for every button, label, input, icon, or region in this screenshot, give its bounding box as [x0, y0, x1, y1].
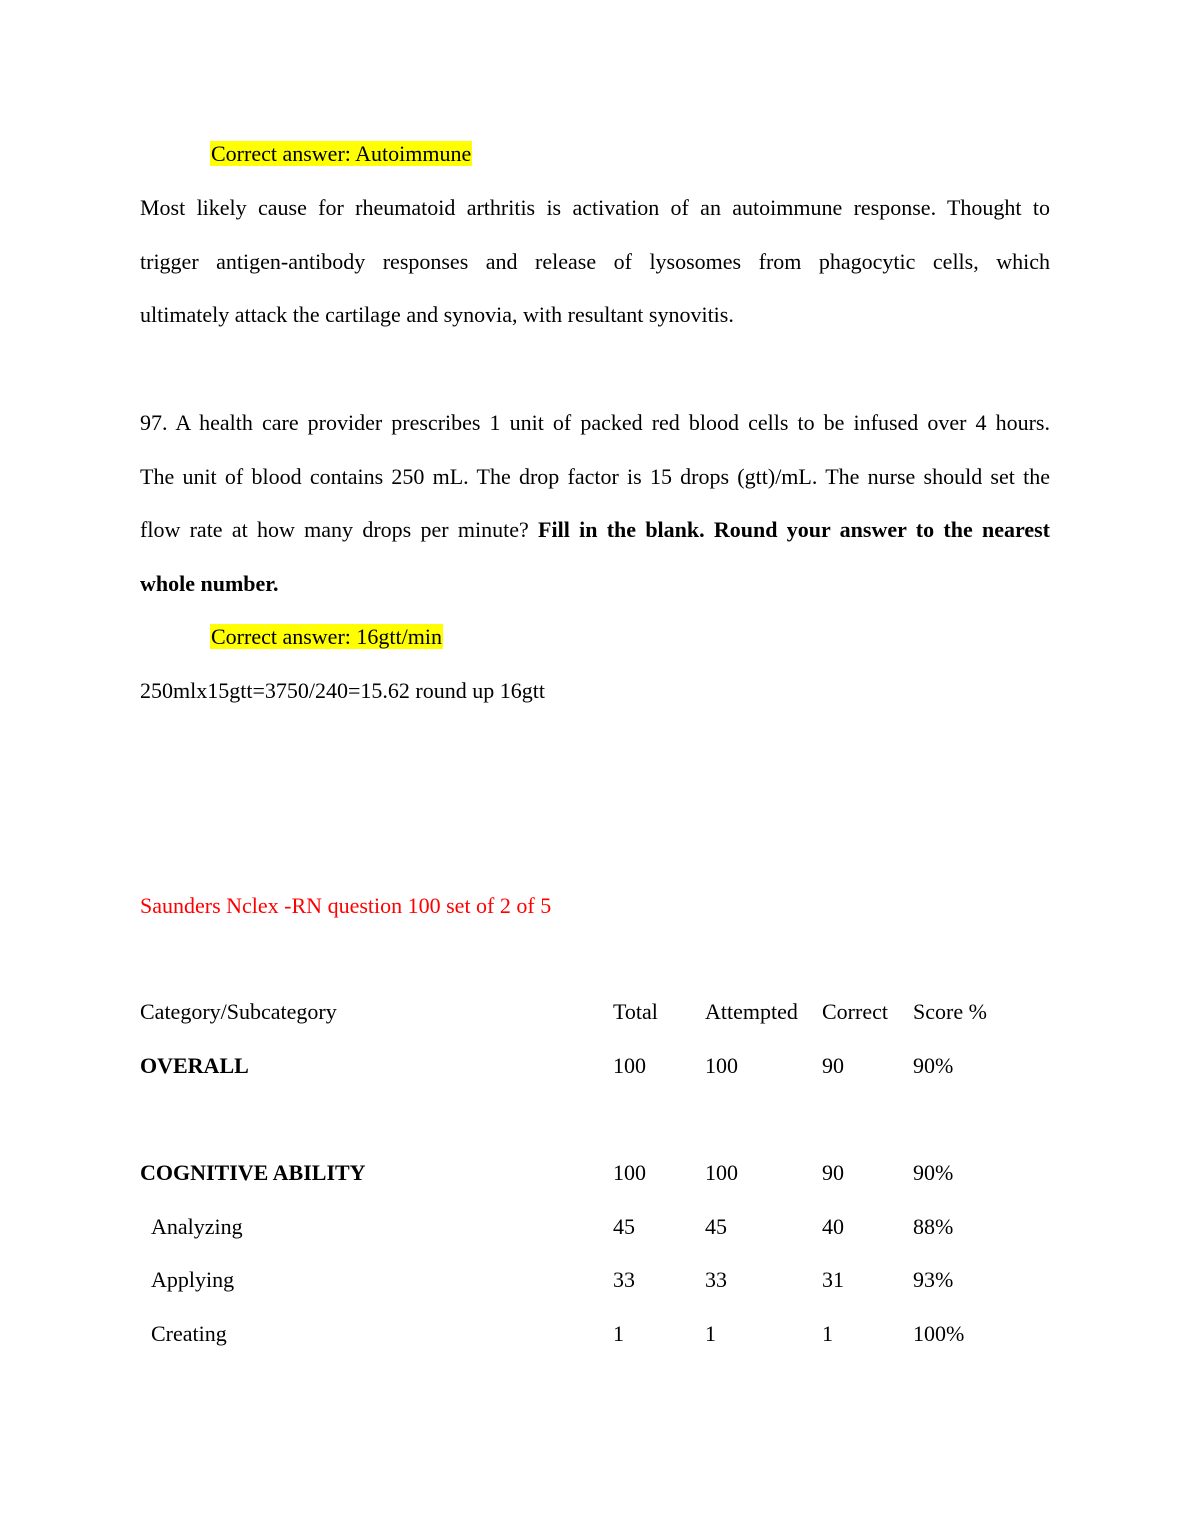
row-correct: 1 — [822, 1321, 833, 1346]
question-line-4: whole number. — [140, 570, 279, 596]
row-correct: 40 — [822, 1214, 844, 1239]
explanation-line-2: trigger antigen-antibody responses and release of lysosomes from phagocytic cells, which — [140, 248, 1050, 274]
answer-highlight: Correct answer: 16gtt/min — [211, 624, 442, 649]
row-attempted: 100 — [705, 1160, 738, 1185]
explanation-line-3: ultimately attack the cartilage and synovia, with resultant synovitis. — [140, 302, 734, 328]
question-line-2: The unit of blood contains 250 mL. The drop factor is 15 drops (gtt)/mL. The nurse should set the — [140, 463, 1050, 489]
question-instruction-bold: Fill in the blank. Round your answer to the nearest — [538, 517, 1051, 543]
row-category: Applying — [151, 1267, 235, 1292]
header-category: Category/Subcategory — [140, 999, 337, 1024]
row-correct: 90 — [822, 1053, 844, 1078]
row-total: 100 — [613, 1053, 646, 1078]
row-category: OVERALL — [140, 1053, 249, 1078]
correct-answer-autoimmune — [210, 140, 472, 168]
row-attempted: 1 — [705, 1321, 716, 1346]
set-title: Saunders Nclex -RN question 100 set of 2 of 5 — [140, 893, 552, 918]
row-total: 1 — [613, 1321, 624, 1346]
question-line-3-plain: flow rate at how many drops per minute? — [140, 517, 539, 543]
explanation-paragraph — [140, 181, 1050, 342]
question-line-3 — [140, 503, 1050, 557]
row-correct: 90 — [822, 1160, 844, 1185]
correct-answer-16gtt — [210, 623, 443, 651]
row-total: 33 — [613, 1267, 635, 1292]
row-category: COGNITIVE ABILITY — [140, 1160, 366, 1185]
question-97 — [140, 396, 1050, 610]
row-correct: 31 — [822, 1267, 844, 1292]
header-attempted: Attempted — [705, 999, 798, 1024]
row-score: 90% — [913, 1053, 954, 1078]
row-score: 90% — [913, 1160, 954, 1185]
header-total: Total — [613, 999, 658, 1024]
row-score: 88% — [913, 1214, 954, 1239]
row-score: 100% — [913, 1321, 965, 1346]
question-line-1: 97. A health care provider prescribes 1 unit of packed red blood cells to be infused over 4 hours. — [140, 410, 1050, 435]
explanation-line-1: Most likely cause for rheumatoid arthritis is activation of an autoimmune response. Thought to — [140, 195, 1050, 220]
row-score: 93% — [913, 1267, 954, 1292]
row-category: Creating — [151, 1321, 227, 1346]
header-score: Score % — [913, 999, 987, 1024]
header-correct: Correct — [822, 999, 888, 1024]
calculation-text: 250mlx15gtt=3750/240=15.62 round up 16gtt — [140, 678, 545, 703]
row-attempted: 33 — [705, 1267, 727, 1292]
row-total: 100 — [613, 1160, 646, 1185]
row-category: Analyzing — [151, 1214, 243, 1239]
row-total: 45 — [613, 1214, 635, 1239]
row-attempted: 100 — [705, 1053, 738, 1078]
answer-highlight: Correct answer: Autoimmune — [211, 141, 472, 166]
row-attempted: 45 — [705, 1214, 727, 1239]
